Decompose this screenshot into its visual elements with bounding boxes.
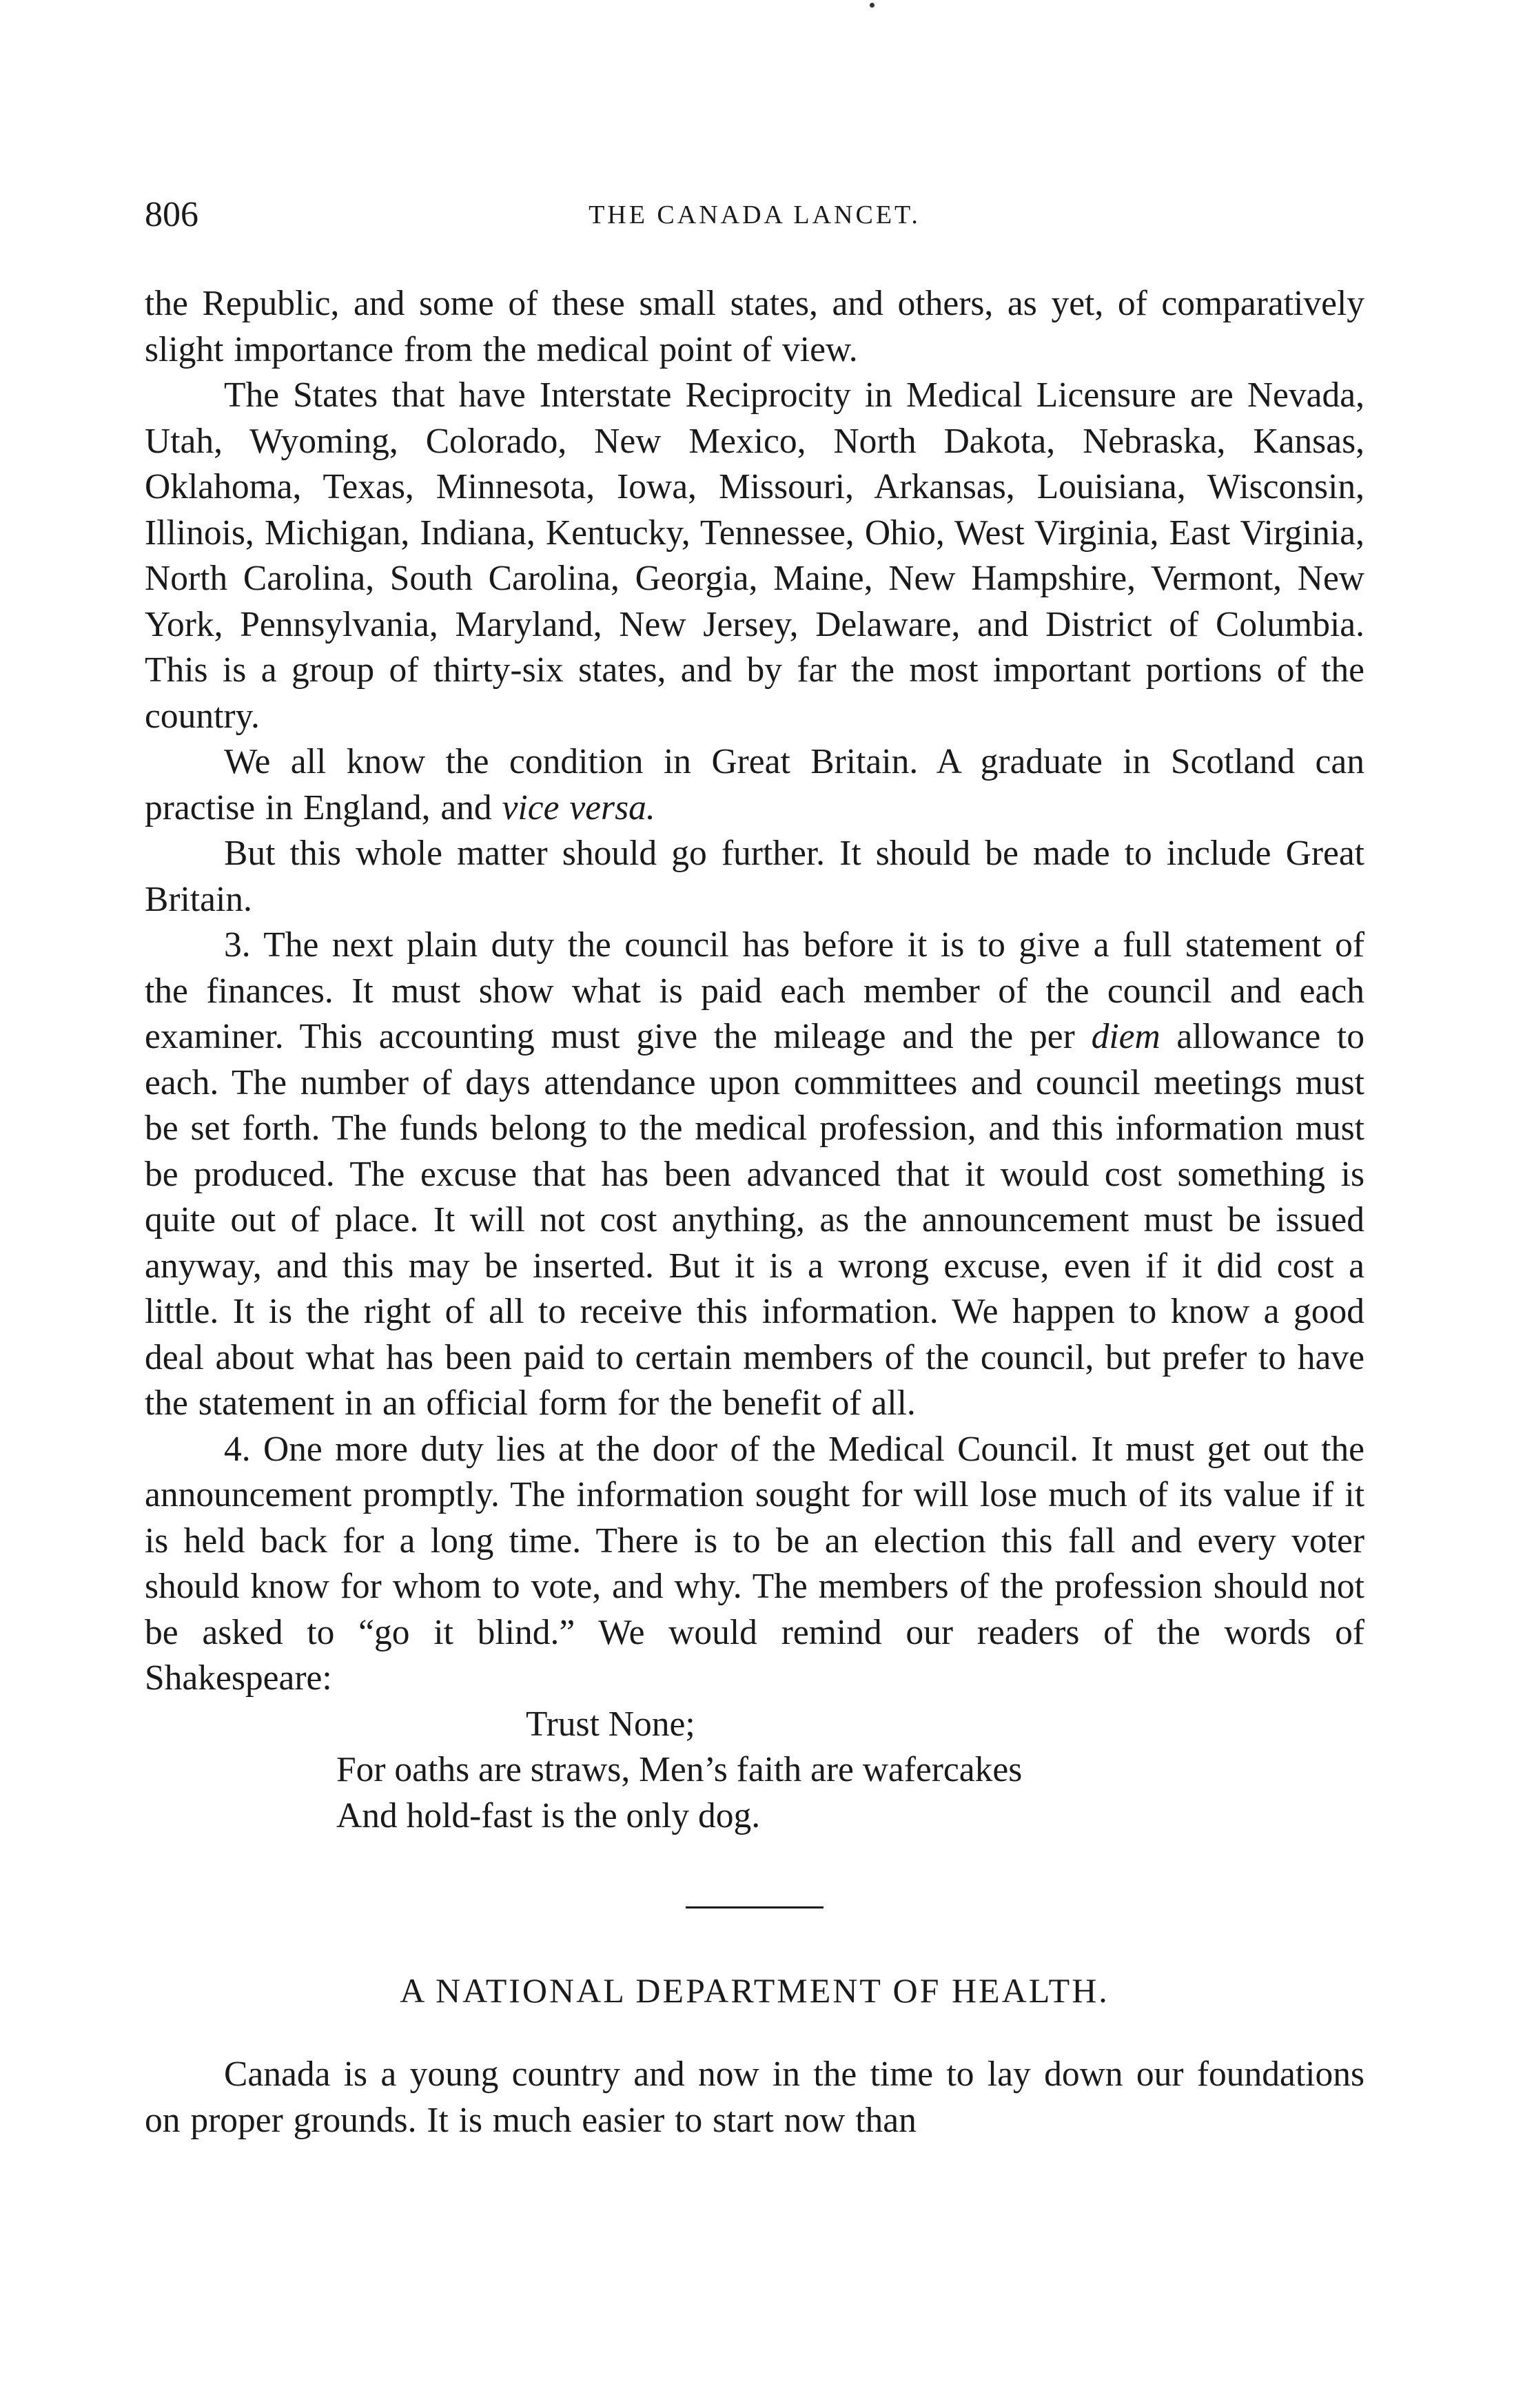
running-head: THE CANADA LANCET. [589,200,921,229]
paragraph-finances [145,923,1364,1427]
paragraph-text: allowance to each. The number of days attendance upon committees and council meetings must be set forth. The funds belong to the medical profession, and this information must be produced. The excuse that has been advanced that it would cost something is quite out of place. It will not cost anything, as the announcement must be issued anyway, and this may be inserted. But it is a wrong excuse, even if it did cost a little. It is the right of all to receive this information. We happen to know a good deal about what has been paid to certain members of the council, but prefer to have the statement in an official form for the benefit of all. [145,1017,1364,1423]
paragraph-further: But this whole matter should go further. It should be made to include Great Britain. [145,834,1364,919]
section-divider [686,1906,824,1908]
paragraph-great-britain [145,739,1364,831]
printed-speck [870,3,875,8]
page-header [145,194,1364,236]
paragraph-reciprocity-states: The States that have Interstate Reciprocity in Medical Licensure are Nevada, Utah, Wyoming, Colorado, New Mexico, North Dakota, Nebraska, Kansas, Oklahoma, Texas, Minnesota, Iowa, Missouri, Arkansas, Louisiana, Wisconsin, Illinois, Michigan, Indiana, Kentucky, Tennessee, Ohio, West Virginia, East Virginia, North Carolina, South Carolina, Georgia, Maine, New Hampshire, Vermont, New York, Pennsylvania, Maryland, New Jersey, Delaware, and District of Columbia. This is a group of thirty-six states, and by far the most important portions of the country. [145,375,1364,736]
italic-word: diem [1091,1017,1160,1056]
article-body [145,281,1364,2143]
quote-line: Trust None; [526,1704,695,1744]
page-number: 806 [145,195,198,234]
paragraph-text: 3. The next plain duty the council has before it is to give a full statement of the finances. It must show what is paid each member of the council and each examiner. This accounting must give the mileage and the per [145,925,1364,1056]
quote-line: For oaths are straws, Men’s faith are wafercakes [336,1750,1023,1789]
quote-line: And hold-fast is the only dog. [336,1795,761,1835]
paragraph-national-health: Canada is a young country and now in the time to lay down our foundations on proper grounds. It is much easier to start now than [145,2055,1364,2140]
paragraph-continued: the Republic, and some of these small states, and others, as yet, of comparatively slight importance from the medical point of view. [145,284,1364,369]
paragraph-text: We all know the condition in Great Britain. A graduate in Scotland can practise in England, and [145,742,1364,827]
shakespeare-quote [145,1702,1364,1840]
italic-phrase: vice versa. [502,788,655,827]
paragraph-announcement: 4. One more duty lies at the door of the Medical Council. It must get out the announcement promptly. The information sought for will lose much of its value if it is held back for a long time. There is to be an election this fall and every voter should know for whom to vote, and why. The members of the profession should not be asked to “go it blind.” We would remind our readers of the words of Shakespeare: [145,1429,1364,1698]
section-heading: A NATIONAL DEPARTMENT OF HEALTH. [400,1971,1109,2010]
